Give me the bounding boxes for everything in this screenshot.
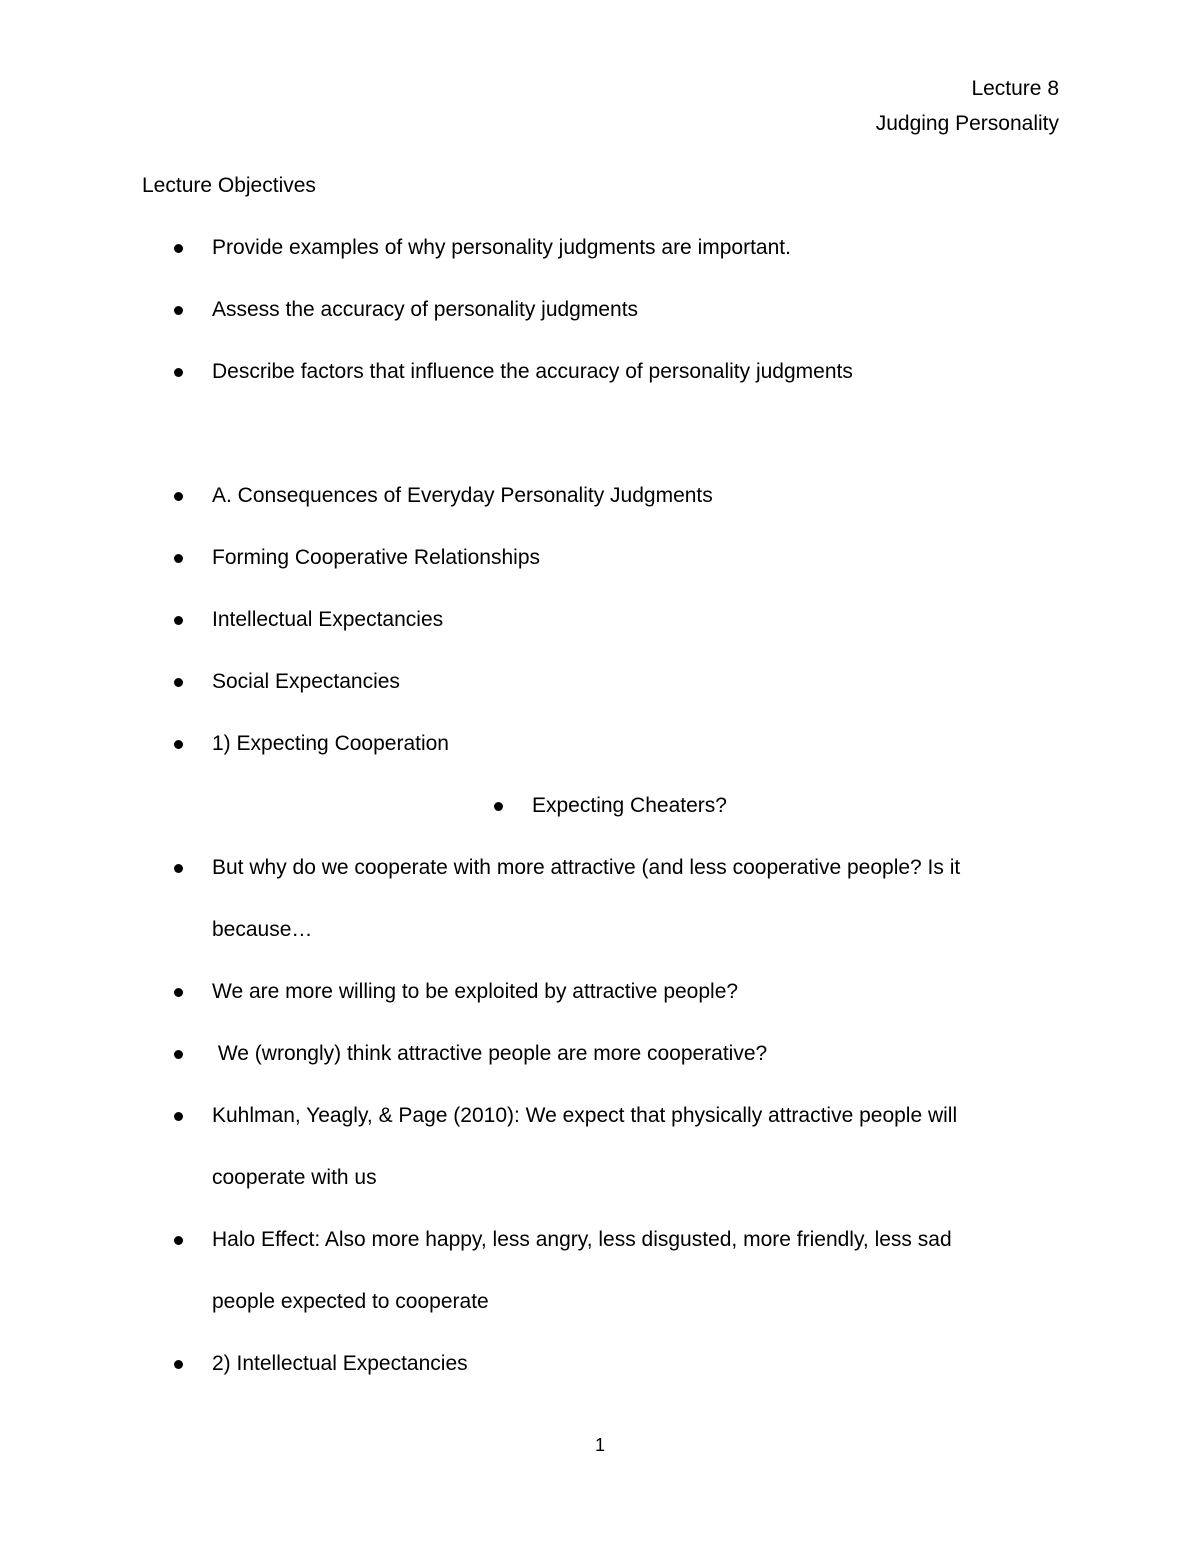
list-item-text: Expecting Cheaters? <box>532 794 727 817</box>
bullet-icon <box>174 1236 183 1245</box>
list-item <box>0 854 1200 884</box>
list-item-text: Social Expectancies <box>212 670 400 693</box>
list-item-text: 2) Intellectual Expectancies <box>212 1352 468 1375</box>
bullet-icon <box>174 554 183 563</box>
list-item-text: We are more willing to be exploited by attractive people? <box>212 980 739 1003</box>
bullet-icon <box>174 678 183 687</box>
list-item-text: Assess the accuracy of personality judgments <box>212 298 639 321</box>
list-item <box>0 1350 1200 1380</box>
list-item-text: Describe factors that influence the accuracy of personality judgments <box>212 360 853 383</box>
objectives-heading: Lecture Objectives <box>142 174 316 197</box>
bullet-icon <box>174 1050 183 1059</box>
list-item-text: people expected to cooperate <box>212 1290 489 1313</box>
bullet-icon <box>174 244 183 253</box>
list-item <box>0 730 1200 760</box>
bullet-icon <box>174 988 183 997</box>
bullet-icon <box>494 802 503 811</box>
list-item <box>0 668 1200 698</box>
bullet-icon <box>174 1112 183 1121</box>
list-item-text: Forming Cooperative Relationships <box>212 546 540 569</box>
bullet-icon <box>174 864 183 873</box>
header-lecture-title: Judging Personality <box>875 112 1059 135</box>
list-item <box>0 606 1200 636</box>
bullet-icon <box>174 616 183 625</box>
list-item-text: Kuhlman, Yeagly, & Page (2010): We expect that physically attractive people will <box>212 1104 958 1127</box>
list-item-text: cooperate with us <box>212 1166 377 1189</box>
list-item <box>0 296 1200 326</box>
list-item-continuation <box>0 1288 1200 1318</box>
bullet-icon <box>174 1360 183 1369</box>
list-item <box>0 978 1200 1008</box>
list-item <box>0 1102 1200 1132</box>
list-item <box>0 1040 1200 1070</box>
list-item-text: But why do we cooperate with more attractive (and less cooperative people? Is it <box>212 856 961 879</box>
bullet-icon <box>174 740 183 749</box>
list-item-text: 1) Expecting Cooperation <box>212 732 449 755</box>
list-item-continuation <box>0 916 1200 946</box>
list-item <box>0 544 1200 574</box>
list-item-continuation <box>0 1164 1200 1194</box>
list-item <box>0 482 1200 512</box>
list-item-text: We (wrongly) think attractive people are more cooperative? <box>212 1042 768 1065</box>
list-item <box>0 1226 1200 1256</box>
bullet-icon <box>174 368 183 377</box>
list-item <box>0 792 1200 822</box>
list-item-text: Intellectual Expectancies <box>212 608 444 631</box>
bullet-icon <box>174 492 183 501</box>
list-item <box>0 234 1200 264</box>
list-item <box>0 358 1200 388</box>
list-item-text: because… <box>212 918 313 941</box>
list-item-text: Halo Effect: Also more happy, less angry, less disgusted, more friendly, less sad <box>212 1228 952 1251</box>
list-item-text: Provide examples of why personality judgments are important. <box>212 236 791 259</box>
bullet-icon <box>174 306 183 315</box>
header-lecture-number: Lecture 8 <box>971 77 1059 100</box>
list-item-text: A. Consequences of Everyday Personality Judgments <box>212 484 713 507</box>
page-number: 1 <box>594 1435 605 1455</box>
